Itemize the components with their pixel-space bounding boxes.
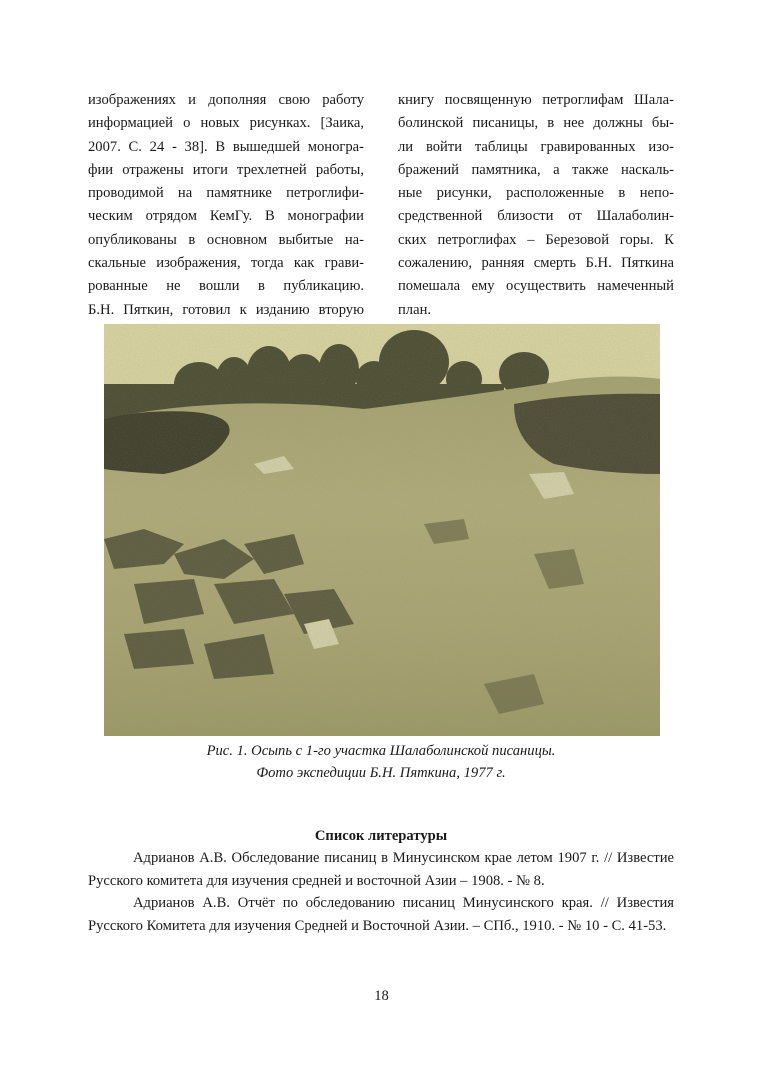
page-number: 18	[374, 988, 389, 1004]
text-line: Б.Н. Пяткин, готовил к изданию вторую	[88, 301, 364, 318]
text-line: книгу посвященную петроглифам Шала-	[398, 92, 674, 108]
text-line: изображениях и дополняя свою работу	[88, 92, 364, 108]
text-line: план.	[398, 301, 432, 318]
right-column	[398, 89, 674, 322]
text-line: ских петроглифах – Березовой горы. К	[398, 231, 674, 248]
left-column	[88, 89, 364, 322]
text-line: 2007. С. 24 - 38]. В вышедшей моногра-	[88, 138, 364, 155]
bibliography-list	[88, 847, 674, 937]
text-line: ные рисунки, расположенные в непо-	[398, 185, 674, 202]
bibliography-heading: Список литературы	[314, 828, 448, 844]
bibliography-entry: Адрианов А.В. Отчёт по обследованию писаниц Минусинского края. // Известия Русского Комитета для изучения Средней и Восточной Азии. – СПб., 1910. - № 10 - С. 41-53.	[88, 895, 674, 934]
caption-line-1: Рис. 1. Осыпь с 1-го участка Шалаболинской писаницы.	[206, 743, 556, 759]
text-line: сожалению, ранняя смерть Б.Н. Пяткина	[398, 255, 674, 272]
text-line: ческим отрядом КемГу. В монографии	[88, 208, 364, 225]
text-line: ли войти таблицы гравированных изо-	[398, 138, 674, 155]
text-line: болинской писаницы, в нее должны бы-	[398, 115, 674, 132]
text-line: проводимой на памятнике петроглифи-	[88, 185, 364, 202]
text-line: фии отражены итоги трехлетней работы,	[88, 161, 364, 178]
text-line: помешала ему осуществить намеченный	[398, 278, 674, 295]
scree-photograph	[104, 324, 660, 736]
text-line: бражений памятника, а также наскаль-	[398, 161, 674, 178]
figure-caption	[88, 740, 674, 784]
text-line: скальные изображения, тогда как грави-	[88, 255, 364, 272]
text-line: опубликованы в основном выбитые на-	[88, 231, 364, 248]
caption-line-2: Фото экспедиции Б.Н. Пяткина, 1977 г.	[256, 765, 506, 781]
text-line: информацией о новых рисунках. [Заика,	[88, 115, 364, 132]
bibliography-entry: Адрианов А.В. Обследование писаниц в Минусинском крае летом 1907 г. // Известие Русского комитета для изучения средней и восточной Азии – 1908. - № 8.	[88, 850, 674, 889]
text-line: средственной близости от Шалаболин-	[398, 208, 674, 225]
photo-illustration	[104, 324, 660, 736]
two-column-text	[88, 89, 674, 322]
text-line: рованные не вошли в публикацию.	[88, 278, 364, 295]
